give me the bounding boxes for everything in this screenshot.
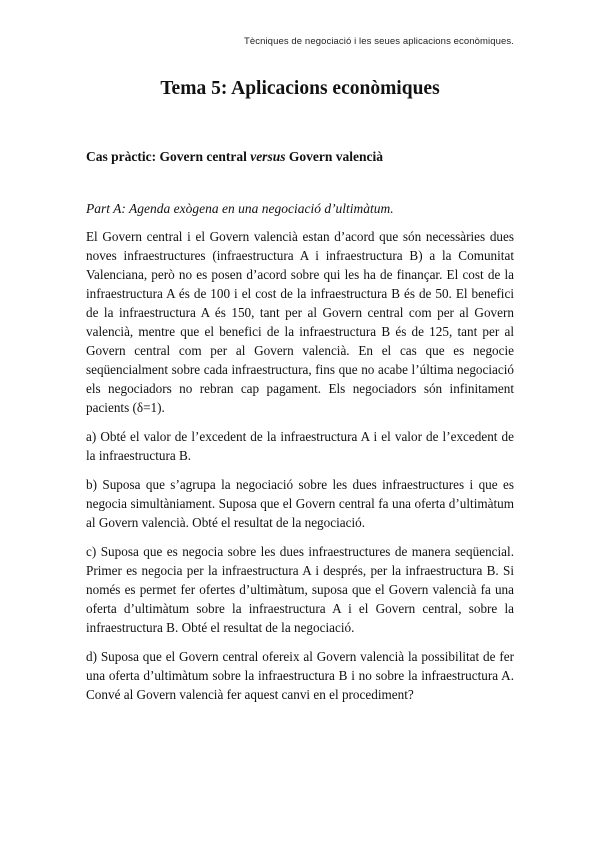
question-c: c) Suposa que es negocia sobre les dues infraestructures de manera seqüencial. Primer es negocia per la infraestructura A i després, per la infraestructura B. Si només es permet fer ofertes d’ultimàtum, suposa que el Govern valencià fa una oferta d’ultimàtum sobre la infraestructura A i el Govern central, sobre la infraestructura B. Obté el resultat de la negociació.	[86, 544, 514, 635]
case-title-post: Govern valencià	[285, 149, 383, 164]
question-b: b) Suposa que s’agrupa la negociació sobre les dues infraestructures i que es negocia simultàniament. Suposa que el Govern central fa una oferta d’ultimàtum al Govern valencià. Obté el resultat de la negociació.	[86, 477, 514, 530]
page-title: Tema 5: Aplicacions econòmiques	[160, 78, 440, 99]
case-title-versus: versus	[250, 149, 286, 164]
page-content	[86, 76, 514, 714]
part-a-title: Part A: Agenda exògena en una negociació d’ultimàtum.	[86, 201, 394, 216]
case-title	[86, 148, 514, 166]
question-a: a) Obté el valor de l’excedent de la infraestructura A i el valor de l’excedent de la infraestructura B.	[86, 429, 514, 463]
case-title-pre: Cas pràctic: Govern central	[86, 149, 251, 164]
running-header: Tècniques de negociació i les seues aplicacions econòmiques.	[243, 36, 514, 47]
question-d: d) Suposa que el Govern central ofereix al Govern valencià la possibilitat de fer una oferta d’ultimàtum sobre la infraestructura B i no sobre la infraestructura A. Convé al Govern valencià fer aquest canvi en el procediment?	[86, 649, 514, 702]
intro-paragraph: El Govern central i el Govern valencià estan d’acord que són necessàries dues noves infraestructures (infraestructura A i infraestructura B) a la Comunitat Valenciana, però no es posen d’acord sobre qui les ha de finançar. El cost de la infraestructura A és de 100 i el cost de la infraestructura B és de 50. El benefici de la infraestructura A és 150, tant per al Govern central com per al Govern valencià, mentre que el benefici de la infraestructura B és de 125, tant per al Govern central com per al Govern valencià. En el cas que es negocie seqüencialment sobre cada infraestructura, fins que no acabe l’última negociació els negociadors no rebran cap pagament. Els negociadors són infinitament pacients (δ=1).	[86, 229, 514, 415]
